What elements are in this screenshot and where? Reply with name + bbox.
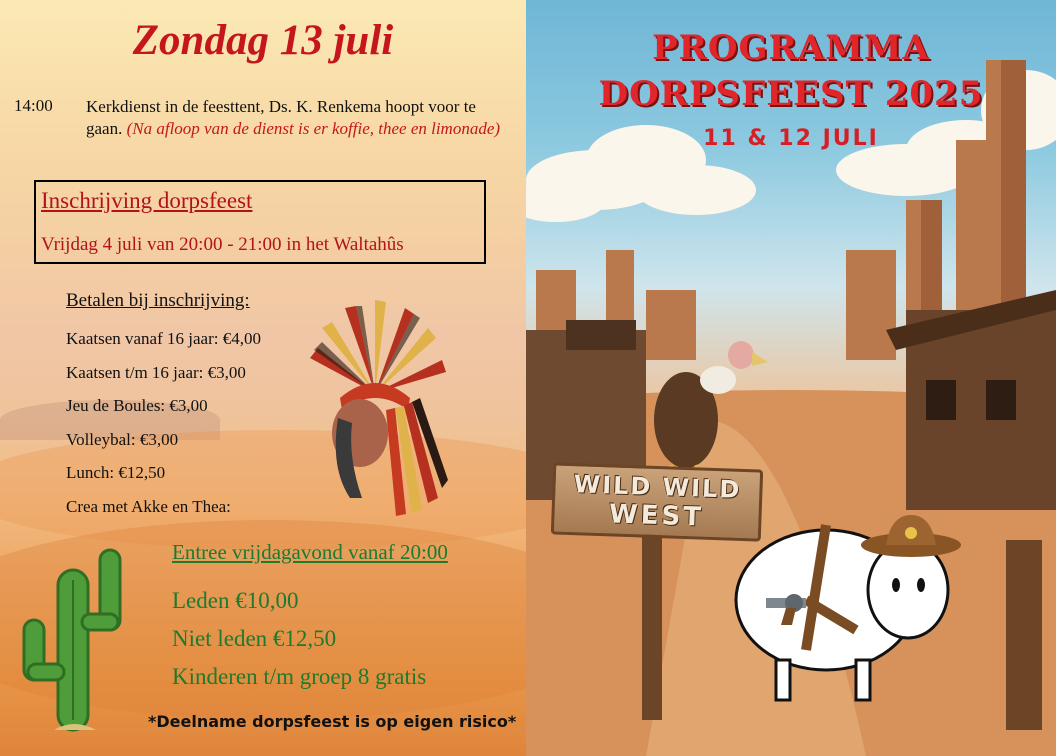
payment-item: Volleybal: €3,00 (66, 429, 179, 449)
left-panel (0, 0, 526, 756)
headdress-illustration (300, 298, 450, 520)
entry-title: Entree vrijdagavond vanaf 20:00 (172, 540, 448, 564)
day-title: Zondag 13 juli (132, 17, 394, 64)
registration-title: Inschrijving dorpsfeest (41, 188, 253, 213)
entry-price-item: Niet leden €12,50 (172, 626, 337, 651)
payment-list (66, 327, 261, 528)
poster-title-line1: PROGRAMMA (652, 28, 930, 68)
sign-text-line2: WEST (608, 499, 705, 533)
disclaimer: *Deelname dorpsfeest is op eigen risico* (148, 712, 517, 731)
registration-text: Vrijdag 4 juli van 20:00 - 21:00 in het Waltahûs (41, 234, 404, 255)
service-time: 14:00 (14, 96, 53, 115)
poster-dates: 11 & 12 JULI (703, 126, 879, 151)
wild-west-sign (551, 462, 763, 541)
payment-title: Betalen bij inschrijving: (66, 290, 250, 311)
payment-item: Crea met Akke en Thea: (66, 496, 231, 516)
entry-price-item: Kinderen t/m groep 8 gratis (172, 664, 427, 689)
side-feathers (386, 398, 448, 516)
right-panel (526, 0, 1056, 756)
poster-title-line2: DORPSFEEST 2025 (598, 74, 984, 114)
sign-post (642, 520, 662, 720)
fence-post (1006, 540, 1042, 730)
sign-text-line1: WILD WILD (573, 470, 742, 504)
payment-item: Jeu de Boules: €3,00 (66, 396, 208, 415)
payment-item: Kaatsen t/m 16 jaar: €3,00 (66, 362, 246, 382)
payment-item: Kaatsen vanaf 16 jaar: €4,00 (66, 329, 261, 348)
entry-price-list (172, 586, 426, 700)
service-note: (Na afloop van de dienst is er koffie, thee en limonade) (126, 119, 501, 138)
registration-box (34, 180, 486, 264)
cactus-illustration (14, 540, 134, 736)
payment-item: Lunch: €12,50 (66, 463, 166, 482)
service-text: Kerkdienst in de feesttent, Ds. K. Renkema hoopt voor te gaan. (86, 97, 476, 138)
feather-fan (310, 300, 446, 393)
service-description (86, 96, 506, 140)
entry-price-item: Leden €10,00 (172, 588, 299, 613)
